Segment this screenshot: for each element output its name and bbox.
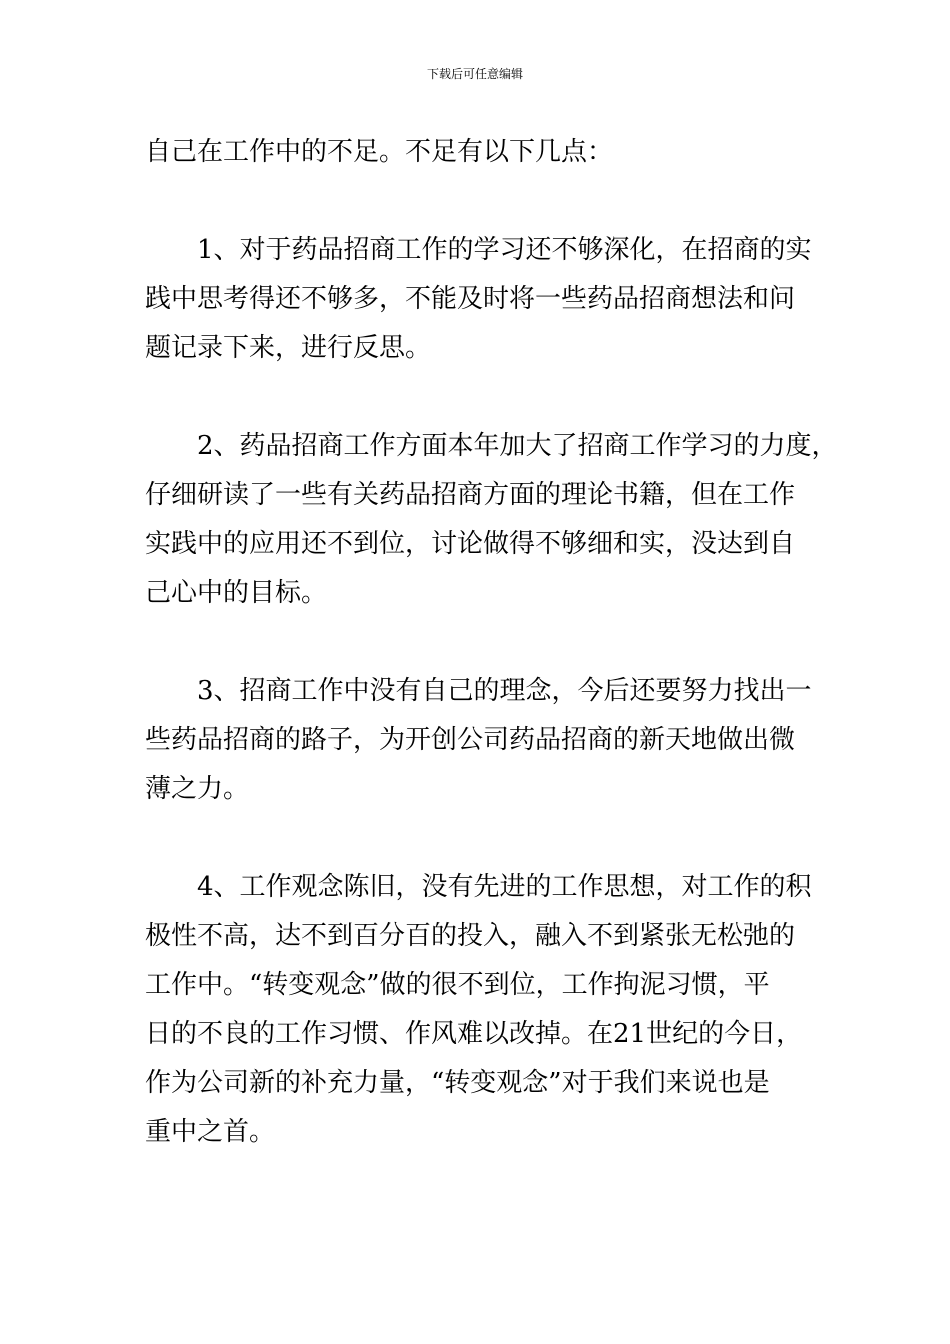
text-line: 己心中的目标。: [145, 578, 328, 608]
text-line: 仔细研读了一些有关药品招商方面的理论书籍，但在工作: [145, 480, 796, 510]
text-line: 日的不良的工作习惯、作风难以改掉。在21世纪的今日，: [145, 1019, 803, 1049]
paragraph-gap: [145, 373, 820, 422]
paragraph-point-3: [145, 667, 820, 814]
header-note: 下载后可任意编辑: [426, 67, 523, 81]
text-line: 题记录下来，进行反思。: [145, 333, 432, 363]
document-body: [145, 128, 838, 1157]
text-line: 3、招商工作中没有自己的理念，今后还要努力找出一: [197, 676, 812, 706]
text-line: 1、对于药品招商工作的学习还不够深化，在招商的实: [197, 235, 812, 265]
paragraph-gap: [145, 618, 820, 667]
text-line: 2、药品招商工作方面本年加大了招商工作学习的力度，: [197, 431, 838, 461]
paragraph-point-4: [145, 863, 820, 1157]
paragraph-point-1: [145, 226, 820, 373]
text-line: 些药品招商的路子，为开创公司药品招商的新天地做出微: [145, 725, 796, 755]
text-line: 薄之力。: [145, 774, 250, 804]
text-line: 践中思考得还不够多，不能及时将一些药品招商想法和问: [145, 284, 796, 314]
text-line: 自己在工作中的不足。不足有以下几点：: [145, 137, 614, 167]
paragraph-gap: [145, 814, 820, 863]
paragraph-intro: [145, 128, 820, 177]
paragraph-point-2: [145, 422, 838, 618]
text-line: 实践中的应用还不到位，讨论做得不够细和实，没达到自: [145, 529, 796, 559]
paragraph-gap: [145, 177, 820, 226]
text-line: 极性不高，达不到百分百的投入，融入不到紧张无松弛的: [145, 921, 796, 951]
text-line: 工作中。“转变观念”做的很不到位，工作拘泥习惯，平: [145, 970, 770, 1000]
text-line: 4、工作观念陈旧，没有先进的工作思想，对工作的积: [197, 872, 812, 902]
text-line: 作为公司新的补充力量，“转变观念”对于我们来说也是: [145, 1068, 770, 1098]
text-line: 重中之首。: [145, 1117, 276, 1147]
